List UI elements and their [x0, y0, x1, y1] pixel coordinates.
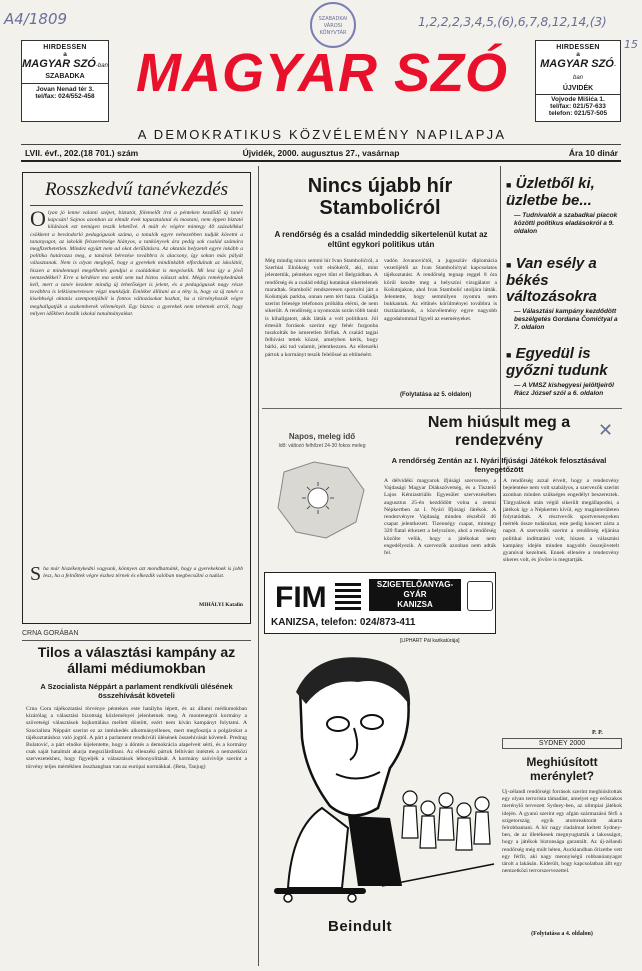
- second-story-lead: A rendőrség Zentán az I. Nyári Ifjúsági Játékok felosztásával fenyegetőzött: [391, 456, 607, 474]
- teaser-1-subtitle: — Tudnivalók a szabadkai piacok közötti politikus eladásokról a 9. oldalon: [514, 212, 618, 235]
- ear-a: a: [63, 51, 67, 58]
- issue-number: LVII. évf., 202.(18 701.) szám: [25, 148, 139, 158]
- certificate-badge-icon: [467, 581, 493, 611]
- cartoon-coat: [348, 816, 402, 886]
- page-list-note: 1,2,2,2,3,4,5,(6),6,7,8,12,14,(3): [418, 14, 607, 29]
- editorial-body-2: ha már hiszékenykedni vagyunk, könnyen azt mondhatnánk, hogy a gyerekeknek is jobb lesz, ha a felnőttek végre észhez térnek és elkezdik valóban megbecsülni a tudást.: [43, 566, 243, 580]
- ear-suffix: -ban: [95, 63, 108, 69]
- editorial-body-wrap: [30, 210, 243, 562]
- place-date: Újvidék, 2000. augusztus 27., vasárnap: [242, 148, 400, 158]
- ear-city: ÚJVIDÉK: [562, 85, 594, 92]
- right-ear-ad: [535, 40, 621, 122]
- cartoon-illustration: [262, 648, 498, 916]
- fim-phone-line: KANIZSA, telefon: 024/873-411: [271, 617, 416, 628]
- second-story-title[interactable]: Nem hiúsult meg a rendezvény: [427, 414, 571, 449]
- margin-note: 15: [624, 38, 638, 51]
- weather-box: [266, 432, 378, 552]
- editorial-title[interactable]: Rosszkedvű tanévkezdés: [44, 179, 229, 200]
- ear-label: HIRDESSEN: [556, 44, 600, 51]
- sydney-continued[interactable]: (Folytatása a 4. oldalon): [531, 931, 593, 937]
- section-rule: [262, 408, 622, 409]
- ear-address: Vojvode Mišića 1.: [551, 96, 605, 103]
- top-story-body-right: vadón Jovanovićtól, a jugoszláv diplomácia vezetőjétől az Ivan Stambolićtyal kapcsolatos tájékoztatást. A rendőrség tegnap reggel 8 óra körül kezdte meg a helyszíni vizsgálatot a Košutnjakon, ahol Ivan Stambolić utoljára látták. Jelentette, hogy semmilyen nyomra nem bukkantak. Az eltűnés körülményei továbbra is tisztázatlanok, a közvélemény egyre nagyobb aggodalommal figyeli az eseményeket.: [384, 258, 497, 322]
- ear-brand: MAGYAR SZÓ: [22, 58, 96, 70]
- teaser-3-title: Egyedül is győzni tudunk: [506, 345, 608, 379]
- second-story-author: P. P.: [592, 730, 603, 736]
- cartoon-crowd: [402, 791, 490, 850]
- fim-advertisement[interactable]: [264, 572, 496, 634]
- fim-name-1: SZIGETELŐANYAG-: [376, 580, 454, 589]
- cartoon-caption: Beindult: [328, 918, 392, 935]
- masthead-subtitle: A DEMOKRATIKUS KÖZVÉLEMÉNY NAPILAPJA: [137, 127, 507, 142]
- pencil-cross-mark: ✕: [598, 420, 614, 441]
- sydney-body: Új-zélandi rendőrségi források szerint meghiúsítottak egy olyan terrorista támadást, amelyet egy erőszakos merénylő tervezett Sydney-ben, az olimpiai játékok idején. A gyanú szerint egy afgán származású férfi a szigetország egyik atomreaktorát akarta felrobbantani. A hír nagy riadalmat keltett Sydney-ben, de az illetékesek megnyugtatták a lakosságot, hogy a játékok biztonsága garantált. Az új-zélandi rendőrség még múlt héten, Aucklandban őrizetbe vett egy férfit, aki nagy mennyiségű robbanóanyagot tárolt a lakásán. Kiderült, hogy kapcsolatban állt egy nemzetközi terrorszervezettel.: [502, 789, 622, 875]
- top-story-lead: A rendőrség és a család mindeddig sikertelenül kutat az eltűnt egykori politikus után: [274, 230, 488, 249]
- ear-a: a: [576, 51, 580, 58]
- montenegro-body: Crna Gora tájékoztatási törvénye pénteken este hatályba lépett, és az állami médiumokban kizárólag a választási bizottság közleményei jelenhetnek meg. A montenegrói kormány a szövetségi választások bojkottálása mellett döntött, ezért nem kíván kampányt folytatni. A Szocialista Néppárt szerint ez az intézkedés alkotmányellenes, mert megfosztja a polgárokat a tájékoztatáshoz való jogtól. A párt a parlament rendkívüli ülésének összehívását követeli. Predrag Bulatović, a párt elnöke kijelentette, hogy a döntés a demokrácia alapelveit sérti, és a kormány csak saját hatalmát akarja megszilárdítani. Az ellenzéki pártok felhívást intéztek a nemzetközi szervezetekhez, hogy figyeljék a választások lebonyolítását. A kormány szóvivője szerint a törvény teljes mértékben összhangban van az európai normákkal. (Beta, Tanjug): [26, 706, 247, 770]
- second-story-body: A délvidéki magyarok ifjúsági szervezete, a Vajdasági Magyar Diákszövetség, és a Tisztelő Lajos Kémiastriális Egyesület szervezésében augusztus 25-én kezdődött volna a zentai Népkertben az I. Nyári Ifjúsági Játékok. A rendezvényre Vajdaság minden részéből 46 csapat jelentkezett. Tizennégy csapat, mintegy 320 fiatal érkezett a helyszínre, ahol a rendőrség közölte velük, hogy a játékokat nem engedélyezik. A szervezők azonban nem adták fel.: [384, 478, 496, 557]
- ear-brand: MAGYAR SZÓ: [540, 58, 614, 70]
- teaser-1[interactable]: ■ Üzletből ki, üzletbe be... — Tudnivalók a szabadkai piacok közötti politikus eladásokról a 9. oldalon: [506, 176, 624, 236]
- ear-phone-1: tel/fax: 021/57-633: [550, 103, 606, 110]
- fim-company-block: [369, 579, 461, 611]
- weather-title: Napos, meleg idő: [288, 432, 356, 441]
- ear-city: SZABADKA: [45, 73, 85, 80]
- cartoon-body: [288, 808, 348, 888]
- second-story-body-2: A rendőrség azzal érvelt, hogy a rendezvény bejelentése nem volt szabályos, a szervezők szerint azonban minden szükséges engedélyt beszereztek. Tárgyalások után végül sikerült megállapodni, a játékok így a Népkerten kívül, egy magánterületen folytatódtak. A résztvevők sportversenyeken mérték össze tudásukat, este pedig koncert zárta a napot. A szervezők szerint a rendőrség eljárása politikai indíttatású volt, hiszen a választási kampány idején minden nagyobb összejövetelt gyanúval kezelnek. Ennek ellenére a rendezvény sikeres volt, és jövőre is megtartják.: [503, 478, 619, 564]
- top-story-title[interactable]: Nincs újabb hír Stambolićról: [307, 175, 453, 219]
- teaser-2-subtitle: — Választási kampány kezdődött beszélgetés Gordana Čomićtyal a 7. oldalon: [514, 308, 618, 331]
- top-story-body-left: Még mindig nincs semmi hír Ivan Stambolićról, a Szerbiai Elnökség volt elnökéről, aki, mint jelentettük, pénteken egyet tűnt el Belgrádban. A rendőrség és a család eddigi kutatásai sikertelenek maradtak. Stambolić rendszeresen sportolni járt a Košutnjak parkba, onnan nem tért haza. Családja szerint felesége telefonon próbálta elérni, de nem sikerült. A rendőrség a nyomozás során több tanút is kihallgatott, akik látták a volt politikust. Jól értesült források szerint egy fehér furgonba tuszkolták be ismeretlen férfiak. A család tagjai felhívást tettek közzé, amelyben kérik, hogy bárki, aki tud valamit, jelentkezzen. Az ellenzéki pártok a kormányt teszik felelőssé az eltűnésért.: [265, 258, 378, 358]
- teaser-3-subtitle: — A VMSZ kishegyesi jelöltjeiről Rácz József szól a 6. oldalon: [514, 382, 614, 397]
- left-ear-ad: [21, 40, 109, 122]
- header-rule: [21, 160, 621, 162]
- sydney-story: [502, 738, 622, 937]
- price: Ára 10 dinár: [568, 148, 618, 158]
- masthead-rule: [21, 144, 621, 145]
- editorial-body-2-wrap: [30, 566, 243, 600]
- library-stamp-text: SZABADKAI VÁROSI KÖNYVTÁR: [318, 16, 348, 36]
- montenegro-title[interactable]: Tilos a választási kampány az állami médiumokban: [37, 644, 236, 676]
- teaser-1-title: Üzletből ki, üzletbe be...: [506, 175, 595, 209]
- ear-suffix: -ban: [572, 63, 616, 81]
- ear-address: Jovan Nenad tér 3.: [36, 86, 94, 93]
- drop-cap-2: S: [30, 566, 42, 585]
- ear-phone: tel/fax: 024/552-458: [35, 93, 95, 100]
- fim-logo: [271, 579, 363, 613]
- teaser-3[interactable]: ■ Egyedül is győzni tudunk — A VMSZ kishegyesi jelöltjeiről Rácz József szól a 6. oldalon: [506, 346, 624, 398]
- teaser-2-title: Van esély a békés változásokra: [506, 255, 597, 305]
- fim-name-2: GYÁR: [403, 590, 427, 599]
- sydney-title[interactable]: Meghiúsított merénylet?: [526, 755, 598, 783]
- drop-cap: O: [30, 210, 46, 231]
- editorial-box: [22, 172, 251, 624]
- montenegro-story: [22, 630, 251, 906]
- editorial-author: MIHÁLYI Katalin: [199, 602, 243, 608]
- montenegro-kicker: CRNA GORÁBAN: [22, 630, 79, 637]
- sidebar-teasers: [506, 172, 624, 408]
- montenegro-lead: A Szocialista Néppárt a parlament rendkívüli ülésének összehívását követeli: [40, 682, 233, 700]
- teaser-2[interactable]: ■ Van esély a békés változásokra — Választási kampány kezdődött beszélgetés Gordana Čomićtyal a 7. oldalon: [506, 256, 624, 332]
- weather-map: [266, 452, 378, 548]
- cartoon-skateboard: [274, 888, 366, 894]
- skateboard-wheel-right: [348, 894, 356, 902]
- archive-mark: A4/1809: [4, 10, 68, 28]
- fim-city: KANIZSA: [397, 600, 433, 609]
- fim-logo-text: FIM: [275, 581, 327, 613]
- editorial-body: lyan jó lenne valami szépet, biztatót, fölemelőt írni a pénteken kezdődő új tanév kapcsán! Sajnos azonban az elmúlt évek tapasztalatai és mostani, nem éppen biztató kilátások ezt nemigen teszik lehetővé. A múlt év végére mintegy 40 százalékkal csökkent a bevándorló pedagógusok száma, a tanulók egyre nehezebben tudják követni a tananyagot, az iskolák felszereltsége hiányos, a tankönyvek ára pedig sok család számára megfizethetetlen. Mindez együtt nem ad okot derűlátásra. Az oktatás helyzetét egyre inkább a politika határozza meg, a tanárok bérezése továbbra is alacsony, így sokan más pályát választanak. Nem is olyan meglepő, hogy a gyerekek mindinkább elfordulnak az iskolától, hiszen a mindennapi megélhetés gondjai a családokat is megviselik. Mi lesz így a jövő nemzedékkel? Erre a kérdésre ma senki sem tud biztos választ adni. Mégis reménykednünk kell, mert a tanév kezdete mindig új lehetőséget is jelent, és a pedagógusok nagy része továbbra is lelkiismeretesen végzi munkáját. Emléket állítani az a tény is, hogy az új tanév a kisebbségi oktatás szempontjából is fontos változásokat hozhat, ha a törvényhozók végre meghallgatják a szakemberek véleményét. Egy biztos: a gyerekek nem tehetnek arról, hogy milyen időkben kezdik iskolai tanulmányaikat.: [30, 210, 243, 317]
- top-story-continued[interactable]: (Folytatása az 5. oldalon): [400, 392, 472, 398]
- cartoon-credit: [LIPHART Pál karikatúrája]: [400, 638, 460, 644]
- ear-label: HIRDESSEN: [43, 44, 87, 51]
- ear-phone-2: telefon: 021/57-505: [548, 110, 608, 117]
- masthead-title: MAGYAR SZÓ: [136, 43, 508, 103]
- skateboard-wheel-left: [284, 894, 292, 902]
- sydney-kicker: SYDNEY 2000: [502, 738, 622, 749]
- column-rule-1: [258, 166, 259, 966]
- weather-detail: Idő: változó felhőzet 24-30 fokos meleg: [278, 443, 366, 449]
